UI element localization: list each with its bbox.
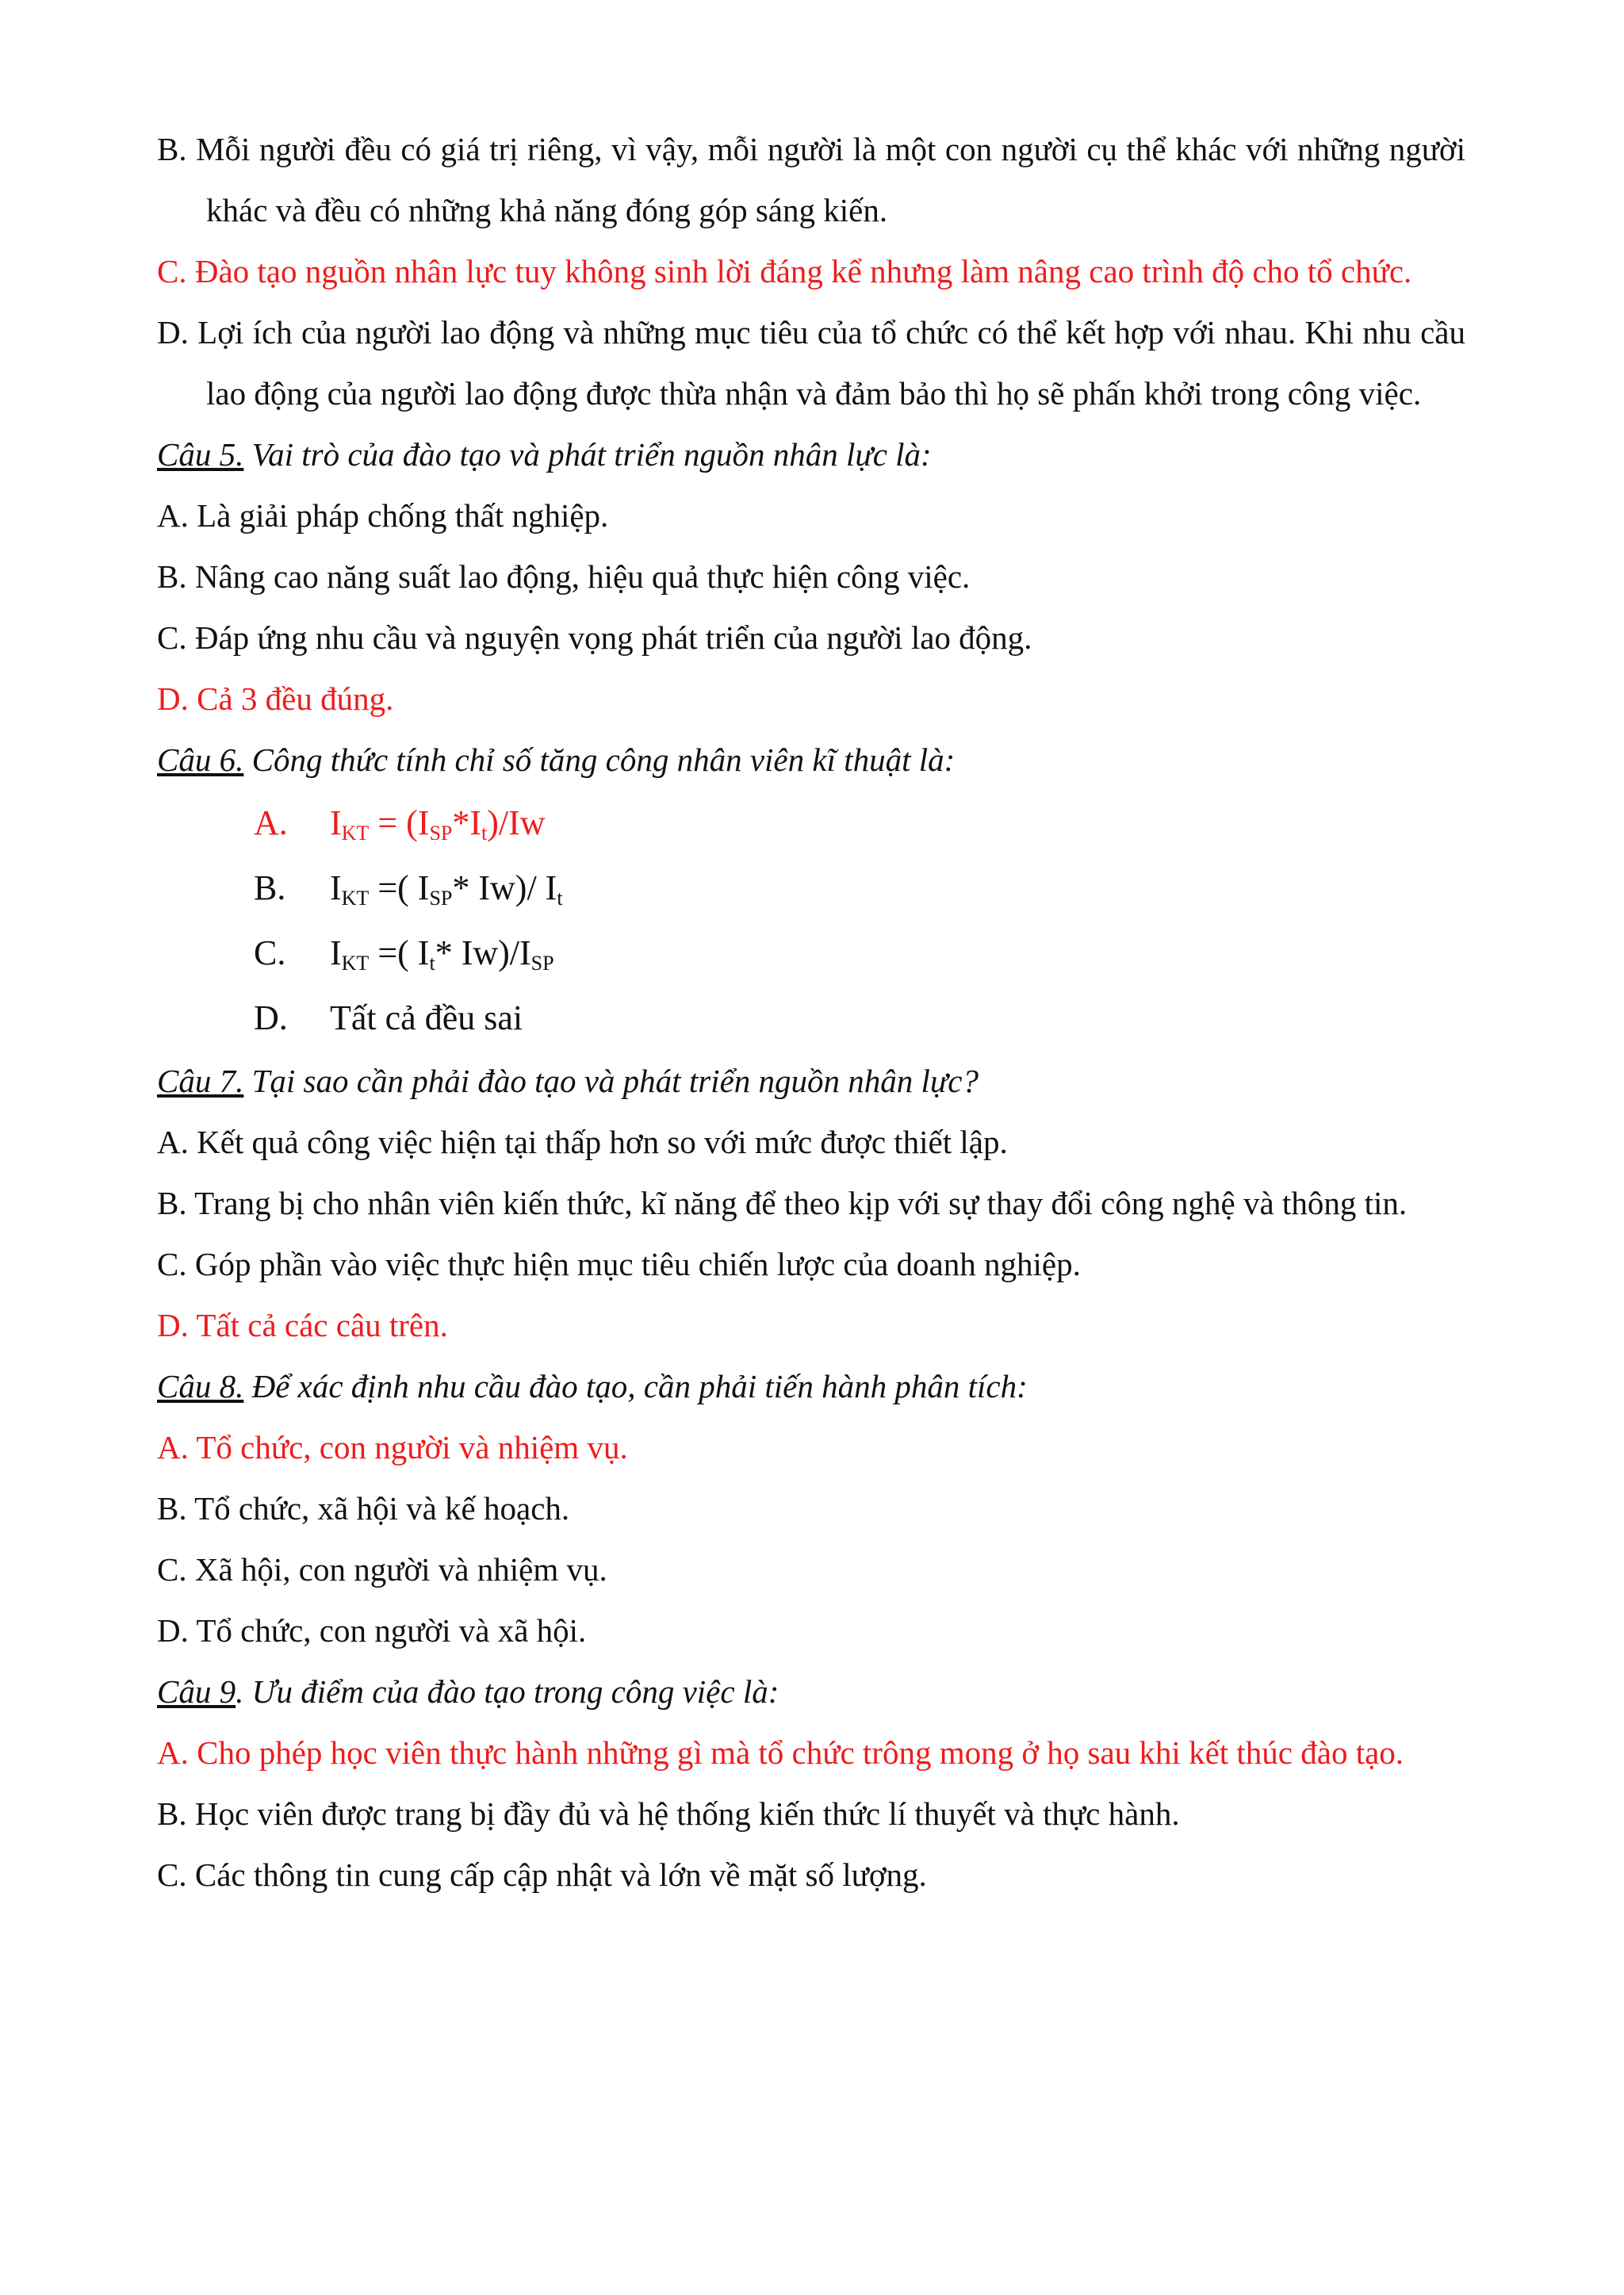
q9-option-a-correct: A. Cho phép học viên thực hành những gì mà tổ chức trông mong ở họ sau khi kết thúc đào tạo. bbox=[157, 1734, 1404, 1771]
q6-a-letter: A. bbox=[254, 803, 288, 842]
q7-question bbox=[157, 1051, 1465, 1112]
q6-option-a-correct bbox=[157, 791, 1465, 856]
q6-b-sub: SP bbox=[429, 887, 453, 910]
q6-c-letter: C. bbox=[254, 933, 286, 972]
q5-text: Vai trò của đào tạo và phát triển nguồn nhân lực là: bbox=[243, 436, 932, 473]
q6-option-b bbox=[157, 856, 1465, 921]
q6-b-part: * Iw)/ I bbox=[452, 868, 557, 907]
q6-label: Câu 6. bbox=[157, 741, 244, 778]
q6-question bbox=[157, 730, 1465, 791]
q4-option-c-correct: C. Đào tạo nguồn nhân lực tuy không sinh lời đáng kể nhưng làm nâng cao trình độ cho tổ chức. bbox=[157, 253, 1412, 289]
q8-label: Câu 8. bbox=[157, 1368, 244, 1404]
q4-option-b: B. Mỗi người đều có giá trị riêng, vì vậy, mỗi người là một con người cụ thể khác với những người khác và đều có những khả năng đóng góp sáng kiến. bbox=[157, 131, 1465, 228]
q8-question bbox=[157, 1356, 1465, 1417]
q6-c-sub: t bbox=[429, 952, 435, 975]
q6-text: Công thức tính chỉ số tăng công nhân viên kĩ thuật là: bbox=[243, 741, 956, 778]
q7-option-d-correct: D. Tất cả các câu trên. bbox=[157, 1307, 448, 1343]
q6-a-part: )/Iw bbox=[487, 803, 546, 842]
q9-option-c: C. Các thông tin cung cấp cập nhật và lớn về mặt số lượng. bbox=[157, 1856, 927, 1893]
q6-a-part: = (I bbox=[369, 803, 430, 842]
q7-option-c: C. Góp phần vào việc thực hiện mục tiêu chiến lược của doanh nghiệp. bbox=[157, 1246, 1081, 1282]
q9-label: Câu 9 bbox=[157, 1673, 236, 1710]
q6-b-sub: KT bbox=[341, 887, 370, 910]
q6-c-sub: KT bbox=[341, 952, 370, 975]
q5-option-c: C. Đáp ứng nhu cầu và nguyện vọng phát triển của người lao động. bbox=[157, 619, 1032, 656]
q5-option-b: B. Nâng cao năng suất lao động, hiệu quả thực hiện công việc. bbox=[157, 558, 971, 595]
q5-question bbox=[157, 424, 1465, 485]
q8-option-b: B. Tổ chức, xã hội và kế hoạch. bbox=[157, 1490, 570, 1527]
q6-c-sub: SP bbox=[530, 952, 554, 975]
q6-a-sub: t bbox=[481, 822, 488, 845]
q9-question bbox=[157, 1661, 1465, 1722]
q6-option-c bbox=[157, 921, 1465, 986]
q4-option-d: D. Lợi ích của người lao động và những mục tiêu của tổ chức có thể kết hợp với nhau. Khi nhu cầu lao động của người lao động được thừa nhận và đảm bảo thì họ sẽ phấn khởi trong công việc. bbox=[157, 314, 1465, 412]
q5-label: Câu 5. bbox=[157, 436, 244, 473]
q8-option-a-correct: A. Tổ chức, con người và nhiệm vụ. bbox=[157, 1429, 628, 1466]
document-page bbox=[157, 119, 1465, 1906]
q6-a-part: I bbox=[330, 803, 342, 842]
q7-option-b: B. Trang bị cho nhân viên kiến thức, kĩ năng để theo kịp với sự thay đổi công nghệ và thông tin. bbox=[157, 1185, 1408, 1221]
q8-text: Để xác định nhu cầu đào tạo, cần phải tiến hành phân tích: bbox=[243, 1368, 1028, 1404]
q6-c-part: I bbox=[330, 933, 342, 972]
q6-b-part: I bbox=[330, 868, 342, 907]
q5-option-d-correct: D. Cả 3 đều đúng. bbox=[157, 680, 394, 717]
q6-b-part: =( I bbox=[369, 868, 430, 907]
q6-a-sub: SP bbox=[429, 822, 453, 845]
q7-label: Câu 7. bbox=[157, 1063, 244, 1099]
q7-text: Tại sao cần phải đào tạo và phát triển nguồn nhân lực? bbox=[243, 1063, 979, 1099]
q6-b-letter: B. bbox=[254, 868, 286, 907]
q8-option-d: D. Tổ chức, con người và xã hội. bbox=[157, 1612, 587, 1649]
q6-c-part: * Iw)/I bbox=[435, 933, 531, 972]
q5-option-a: A. Là giải pháp chống thất nghiệp. bbox=[157, 497, 609, 534]
q6-option-d bbox=[157, 986, 1465, 1051]
q9-option-b: B. Học viên được trang bị đầy đủ và hệ thống kiến thức lí thuyết và thực hành. bbox=[157, 1795, 1180, 1832]
q6-a-sub: KT bbox=[341, 822, 370, 845]
q7-option-a: A. Kết quả công việc hiện tại thấp hơn so với mức được thiết lập. bbox=[157, 1124, 1008, 1160]
q8-option-c: C. Xã hội, con người và nhiệm vụ. bbox=[157, 1551, 607, 1588]
q6-d-letter: D. bbox=[254, 998, 288, 1037]
q6-d-text: Tất cả đều sai bbox=[330, 998, 523, 1037]
q6-b-sub: t bbox=[557, 887, 563, 910]
q9-text: . Ưu điểm của đào tạo trong công việc là: bbox=[236, 1673, 779, 1710]
q6-a-part: *I bbox=[452, 803, 482, 842]
q6-c-part: =( I bbox=[369, 933, 430, 972]
